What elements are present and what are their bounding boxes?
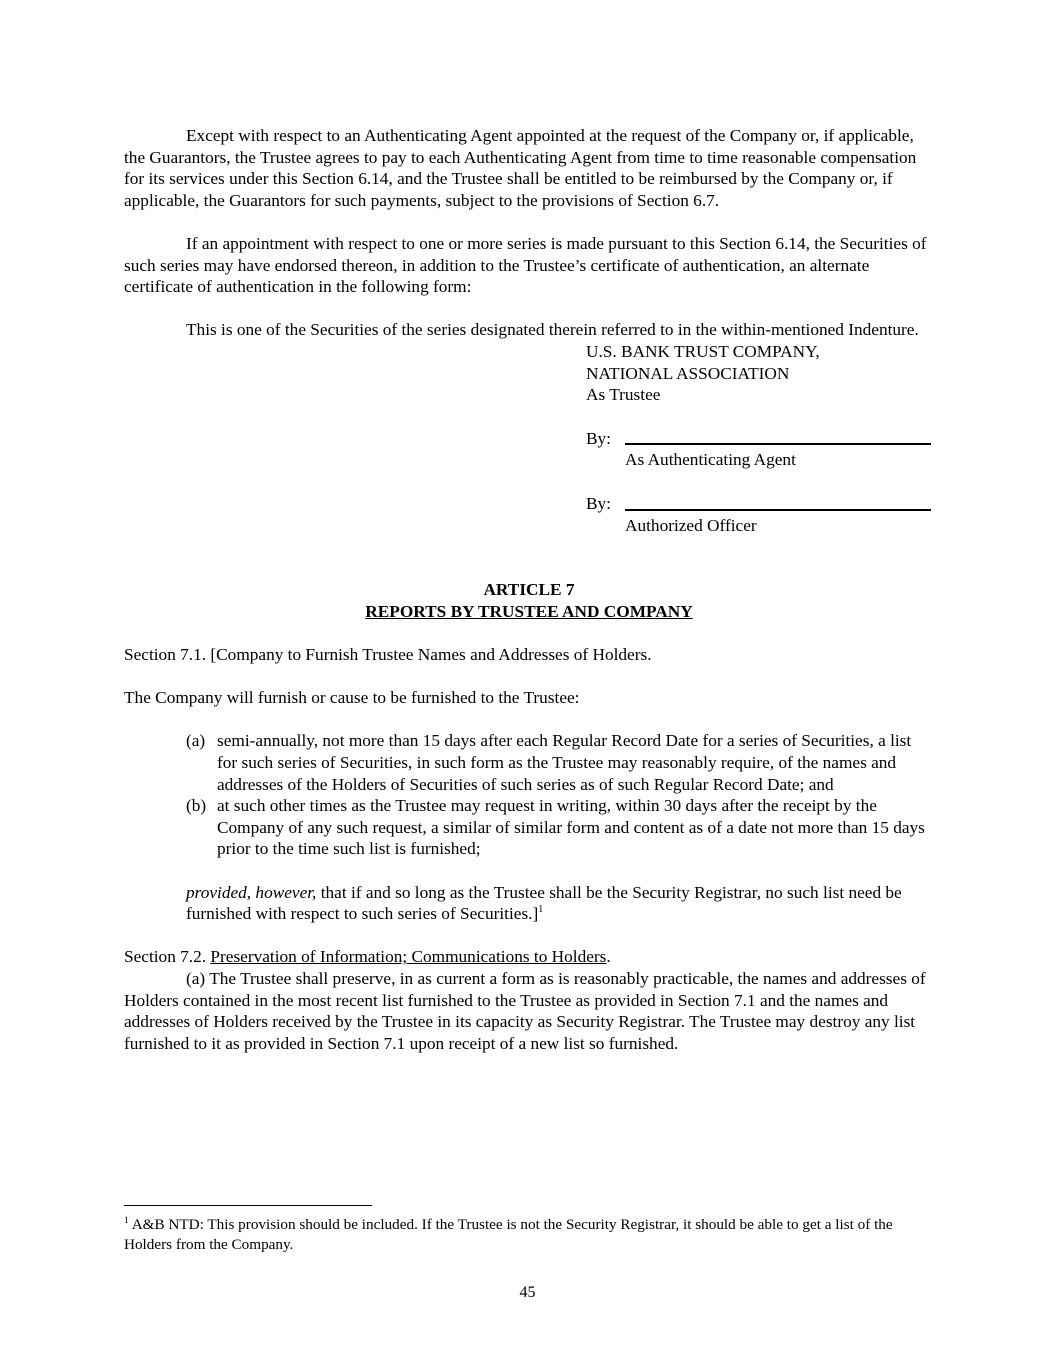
footnote-reference[interactable]: 1 [538,904,544,916]
signature-entity-line-1: U.S. BANK TRUST COMPANY, [586,341,820,361]
section-7-2-prefix: Section 7.2. [124,947,211,967]
paragraph-certificate-form: This is one of the Securities of the series designated therein referred to in the within-mentioned Indenture. [186,320,919,340]
list-item-text: at such other times as the Trustee may request in writing, within 30 days after the receipt by the Company of any such request, a similar of similar form and content as of a date not more than 15 days prior to the time such list is furnished; [217,796,925,859]
section-7-2-title: Preservation of Information; Communications to Holders [210,947,607,967]
signature-by-label: By: [586,493,611,513]
page-body [124,125,934,1054]
section-7-1-list [186,730,934,860]
paragraph-authenticating-agent-compensation: Except with respect to an Authenticating Agent appointed at the request of the Company or, if applicable, the Guarantors, the Trustee agrees to pay to each Authenticating Agent from time to time reasonable compensation for its services under this Section 6.14, and the Trustee shall be entitled to be reimbursed by the Company or, if applicable, the Guarantors for such payments, subject to the provisions of Section 6.7. [124,126,917,210]
footnote [124,1215,939,1255]
footnote-text: A&B NTD: This provision should be included. If the Trustee is not the Security Registrar, it should be able to get a list of the Holders from the Company. [124,1216,893,1253]
signature-by-label: By: [586,428,611,448]
signature-rule [625,427,931,445]
signature-capacity: As Trustee [586,385,661,405]
section-7-1-intro: The Company will furnish or cause to be furnished to the Trustee: [124,688,580,708]
footnote-separator [124,1205,372,1206]
section-7-1-proviso [186,882,934,925]
list-marker: (b) [186,796,207,816]
signature-caption-authorized-officer: Authorized Officer [625,515,757,535]
list-item [186,795,934,860]
section-7-2-suffix: . [606,947,611,967]
page-number: 45 [519,1284,536,1301]
footnote-number: 1 [124,1215,129,1226]
list-item-text: semi-annually, not more than 15 days after each Regular Record Date for a series of Securities, a list for such series of Securities, in such form as the Trustee may reasonably require, of the names and addresses of the Holders of Securities of such series as of such Regular Record Date; and [217,731,912,794]
signature-caption-authenticating-agent: As Authenticating Agent [625,450,796,470]
signature-line-authenticating-agent [586,427,934,449]
list-marker: (a) [186,731,206,751]
signature-rule [625,493,931,511]
paragraph-appointment-certificate: If an appointment with respect to one or more series is made pursuant to this Section 6.14, the Securities of such series may have endorsed thereon, in addition to the Trustee’s certificate of authentication, an alternate certificate of authentication in the following form: [124,233,927,297]
signature-block [586,341,934,536]
section-7-2-heading [124,946,934,968]
article-number: ARTICLE 7 [483,580,575,600]
list-item [186,730,934,795]
signature-entity-line-2: NATIONAL ASSOCIATION [586,363,790,383]
section-7-2-paragraph-a: (a) The Trustee shall preserve, in as current a form as is reasonably practicable, the names and addresses of Holders contained in the most recent list furnished to the Trustee as provided in Section 7.1 and the names and addresses of Holders received by the Trustee in its capacity as Security Registrar. The Trustee may destroy any list furnished to it as provided in Section 7.1 upon receipt of a new list so furnished. [124,968,926,1053]
proviso-text: that if and so long as the Trustee shall be the Security Registrar, no such list need be furnished with respect to such series of Securities.] [186,882,902,924]
section-7-1-heading: Section 7.1. [Company to Furnish Trustee Names and Addresses of Holders. [124,645,652,665]
signature-line-authorized-officer [586,493,934,515]
proviso-italic: provided, however, [186,882,317,902]
article-title: REPORTS BY TRUSTEE AND COMPANY [365,601,693,621]
